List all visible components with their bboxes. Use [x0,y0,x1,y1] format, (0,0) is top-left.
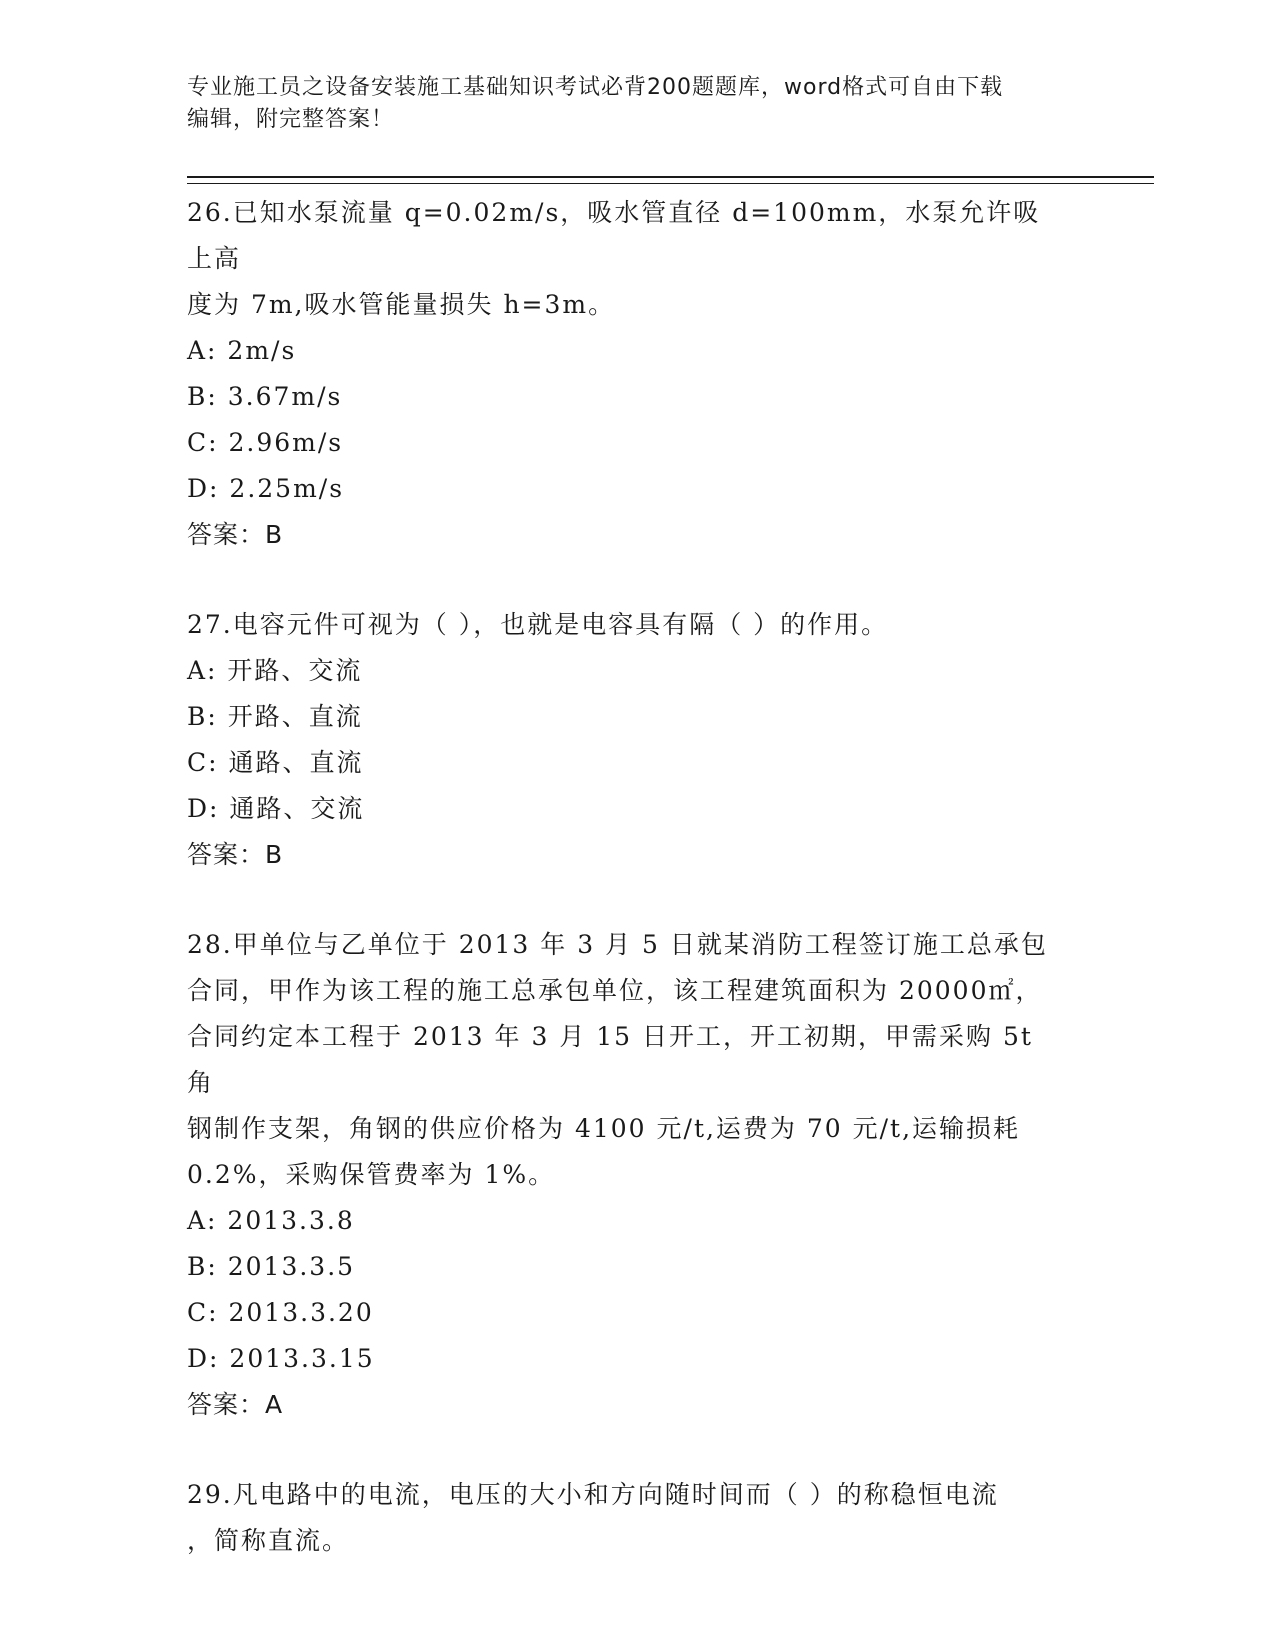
question-stem-line: 29.凡电路中的电流，电压的大小和方向随时间而（ ）的称稳恒电流 [187,1480,999,1509]
option-c: C: 2.96m/s [187,428,344,457]
question-list [187,190,1067,1608]
header-divider-thin [187,183,1154,184]
question-27 [187,602,1067,878]
question-stem-line: 27.电容元件可视为（ ），也就是电容具有隔（ ）的作用。 [187,610,889,639]
header-line-2: 编辑，附完整答案！ [187,107,395,132]
option-b: B: 开路、直流 [187,702,363,731]
question-stem-line: ，简称直流。 [187,1526,350,1555]
header-divider-thick [187,176,1154,178]
option-c: C: 2013.3.20 [187,1298,374,1327]
document-header [187,72,1067,136]
question-stem-line: 合同约定本工程于 2013 年 3 月 15 日开工，开工初期，甲需采购 5t 角 [187,1022,1033,1097]
option-d: D: 2.25m/s [187,474,345,503]
question-stem-line: 0.2%，采购保管费率为 1%。 [187,1160,556,1189]
question-28 [187,922,1067,1428]
question-29 [187,1472,1067,1564]
question-stem-line: 度为 7m,吸水管能量损失 h=3m。 [187,290,616,319]
option-d: D: 2013.3.15 [187,1344,375,1373]
option-a: A: 2m/s [187,336,297,365]
question-stem-line: 26.已知水泵流量 q=0.02m/s，吸水管直径 d=100mm，水泵允许吸上高 [187,198,1041,273]
question-26 [187,190,1067,558]
option-d: D: 通路、交流 [187,794,365,823]
option-a: A: 2013.3.8 [187,1206,355,1235]
answer-line: 答案：B [187,520,284,549]
question-stem-line: 合同，甲作为该工程的施工总承包单位，该工程建筑面积为 20000㎡， [187,976,1043,1005]
question-stem-line: 钢制作支架，角钢的供应价格为 4100 元/t,运费为 70 元/t,运输损耗 [187,1114,1021,1143]
option-a: A: 开路、交流 [187,656,363,685]
option-b: B: 3.67m/s [187,382,343,411]
header-line-1: 专业施工员之设备安装施工基础知识考试必背200题题库，word格式可自由下载 [187,75,1004,100]
answer-line: 答案：A [187,1390,284,1419]
question-stem-line: 28.甲单位与乙单位于 2013 年 3 月 5 日就某消防工程签订施工总承包 [187,930,1048,959]
option-c: C: 通路、直流 [187,748,364,777]
answer-line: 答案：B [187,840,284,869]
option-b: B: 2013.3.5 [187,1252,356,1281]
